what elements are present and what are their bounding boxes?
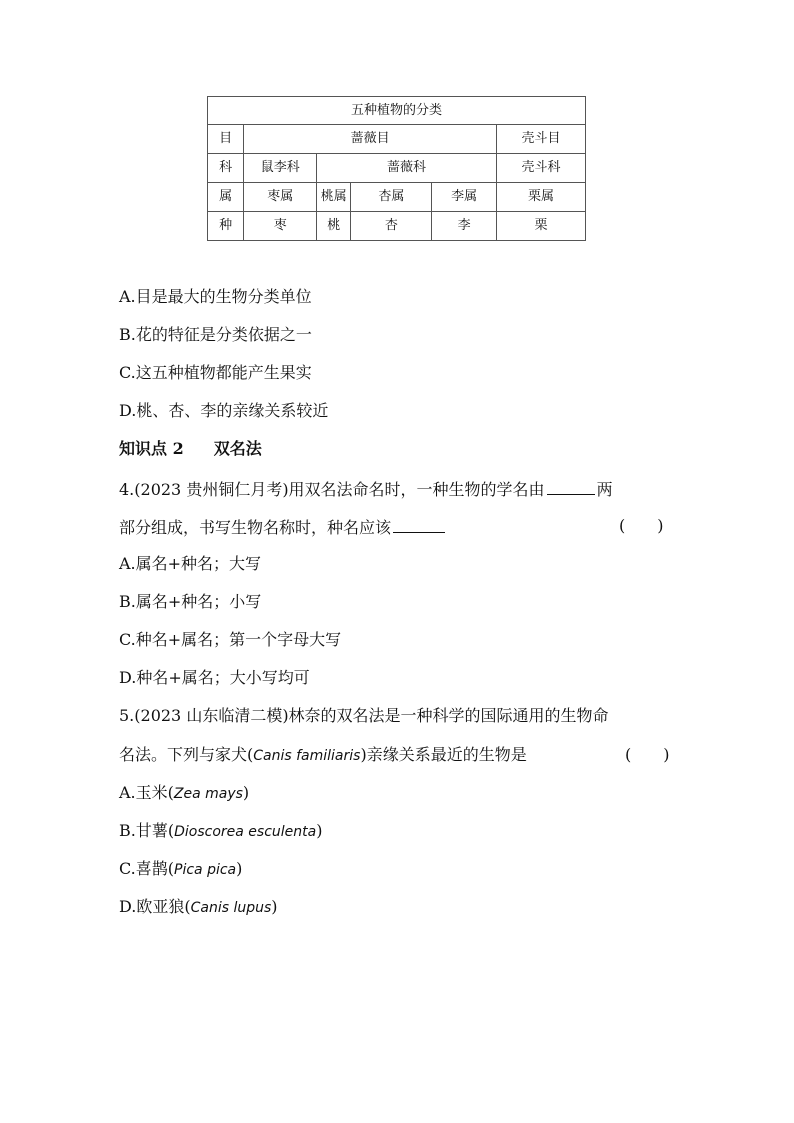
table-cell: 李: [432, 212, 497, 241]
table-cell: 蔷薇目: [244, 125, 497, 154]
q5-answer-paren: ( ): [625, 745, 670, 764]
table-cell: 蔷薇科: [317, 154, 497, 183]
section-heading: [119, 437, 262, 461]
scientific-name: Canis familiaris: [253, 748, 361, 764]
table-cell: 桃: [317, 212, 351, 241]
table-cell: 枣属: [244, 183, 317, 212]
row-label-species: 种: [208, 212, 244, 241]
q5-line-2: [119, 743, 527, 768]
q4-line-1: [119, 476, 613, 502]
q4-option-a: A.属名+种名；大写: [119, 554, 262, 573]
row-label-order: 目: [208, 125, 244, 154]
table-cell: 杏: [351, 212, 432, 241]
q5-option-b: [119, 819, 322, 844]
q5-stem-part-1: 名法。下列与家犬(: [119, 745, 254, 764]
table-row: [208, 154, 586, 183]
table-cell: 李属: [432, 183, 497, 212]
q3-option-d: D.桃、杏、李的亲缘关系较近: [119, 401, 329, 420]
q5-stem-part-2: )亲缘关系最近的生物是: [360, 745, 527, 764]
scientific-name: Pica pica: [174, 862, 237, 878]
option-text: A.玉米(: [119, 783, 174, 802]
row-label-genus: 属: [208, 183, 244, 212]
q4-stem-part-3: 部分组成，书写生物名称时，种名应该: [119, 518, 392, 537]
q4-answer-paren: ( ): [619, 516, 664, 535]
option-text: B.甘薯(: [119, 821, 175, 840]
answer-blank: [393, 514, 445, 533]
q3-option-b: B.花的特征是分类依据之一: [119, 325, 312, 344]
row-label-family: 科: [208, 154, 244, 183]
answer-blank: [547, 476, 595, 495]
option-text: D.欧亚狼(: [119, 897, 191, 916]
table-cell: 壳斗科: [496, 154, 585, 183]
option-text: ): [271, 897, 278, 916]
scientific-name: Canis lupus: [190, 900, 272, 916]
q4-option-b: B.属名+种名；小写: [119, 592, 262, 611]
table-cell: 鼠李科: [244, 154, 317, 183]
q4-stem-part-2: 两: [596, 480, 613, 499]
table-cell: 杏属: [351, 183, 432, 212]
q5-option-d: [119, 895, 278, 920]
q4-line-2: [119, 514, 447, 540]
q5-option-a: [119, 781, 249, 806]
table-cell: 壳斗目: [496, 125, 585, 154]
table-cell: 栗: [496, 212, 585, 241]
plant-classification-table: [207, 96, 586, 241]
table-row: [208, 183, 586, 212]
option-text: C.喜鹊(: [119, 859, 175, 878]
scientific-name: Dioscorea esculenta: [174, 824, 317, 840]
option-text: ): [242, 783, 250, 802]
table-row: [208, 212, 586, 241]
q4-option-c: C.种名+属名；第一个字母大写: [119, 630, 342, 649]
q5-option-c: [119, 857, 242, 882]
scientific-name: Zea mays: [173, 786, 243, 802]
option-text: ): [236, 859, 243, 878]
table-cell: 枣: [244, 212, 317, 241]
table-row: [208, 125, 586, 154]
q4-stem-part-1: 4.(2023 贵州铜仁月考)用双名法命名时，一种生物的学名由: [119, 480, 545, 499]
section-label: 知识点 2: [119, 439, 184, 458]
q4-option-d: D.种名+属名；大小写均可: [119, 668, 310, 687]
q3-option-c: C.这五种植物都能产生果实: [119, 363, 312, 382]
q3-option-a: A.目是最大的生物分类单位: [119, 287, 312, 306]
section-title: 双名法: [213, 439, 262, 458]
table-cell: 栗属: [496, 183, 585, 212]
option-text: ): [316, 821, 323, 840]
table-cell: 桃属: [317, 183, 351, 212]
table-title: 五种植物的分类: [208, 97, 586, 125]
q5-line-1: 5.(2023 山东临清二模)林奈的双名法是一种科学的国际通用的生物命: [119, 706, 609, 725]
